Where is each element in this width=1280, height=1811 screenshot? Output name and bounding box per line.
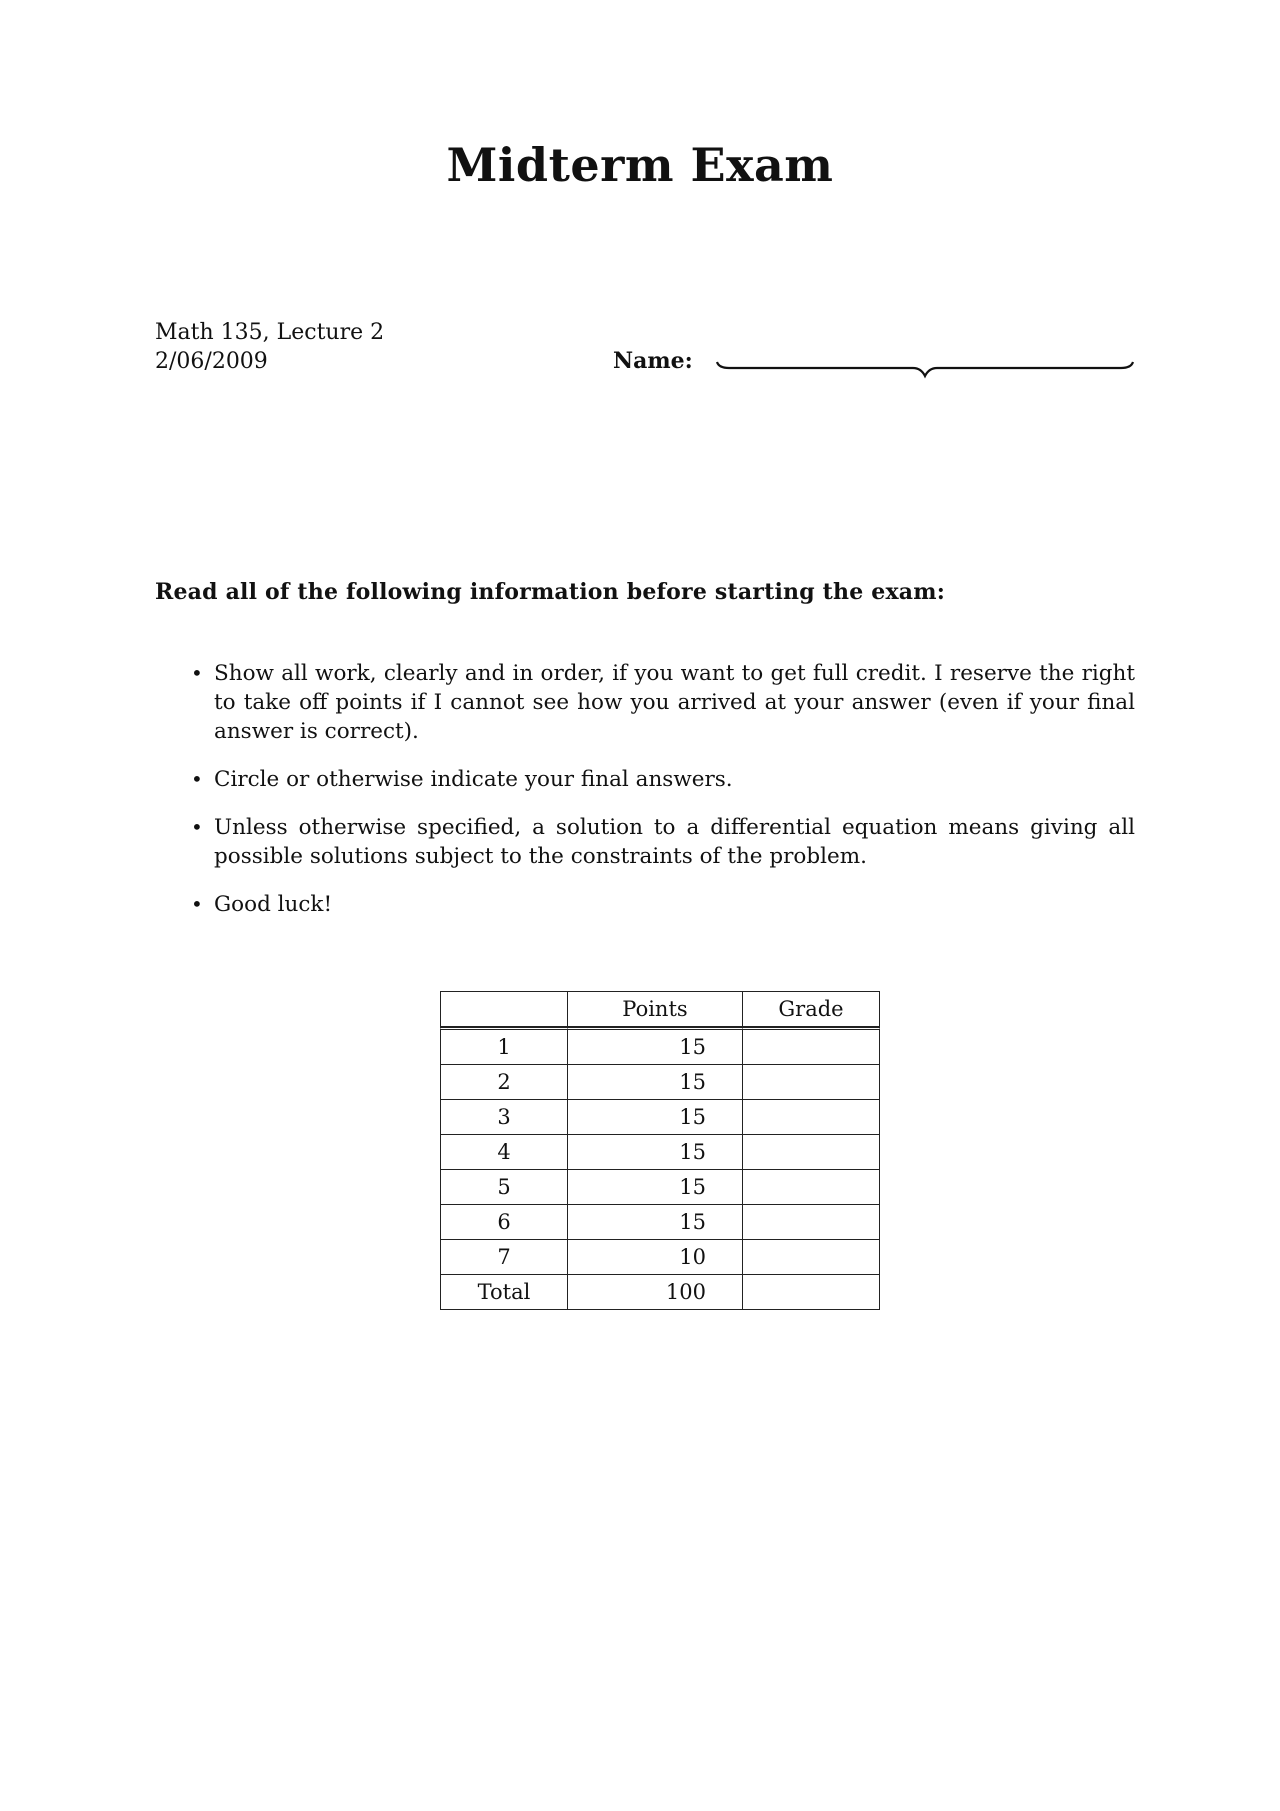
list-item: [187, 765, 1135, 794]
bullet-icon: •: [191, 892, 203, 916]
grade-cell[interactable]: [743, 1205, 880, 1240]
table-row: [440, 1240, 880, 1275]
list-item: [187, 890, 1135, 919]
points-cell: 15: [568, 1170, 743, 1205]
grade-cell[interactable]: [743, 1100, 880, 1135]
table-header-row: [440, 991, 880, 1027]
problem-cell: 7: [440, 1240, 568, 1275]
list-item: [187, 659, 1135, 746]
table-row: [440, 1065, 880, 1100]
instructions-heading: Read all of the following information before starting the exam:: [155, 579, 946, 605]
header-cell-points: Points: [568, 991, 743, 1027]
points-cell: 15: [568, 1065, 743, 1100]
name-field-underbrace[interactable]: [715, 360, 1135, 384]
exam-date: 2/06/2009: [155, 349, 268, 374]
list-item-text: Unless otherwise specified, a solution to a differential equation means giving all possible solutions subject to the constraints of the problem.: [214, 815, 1135, 869]
table-row-total: [440, 1275, 880, 1310]
table-row: [440, 1027, 880, 1065]
course-name: Math 135, Lecture 2: [155, 320, 385, 345]
points-cell: 15: [568, 1100, 743, 1135]
header-cell-grade: Grade: [743, 991, 880, 1027]
points-cell: 15: [568, 1205, 743, 1240]
table-row: [440, 1205, 880, 1240]
name-label: Name:: [613, 348, 693, 374]
problem-cell: 5: [440, 1170, 568, 1205]
list-item: [187, 813, 1135, 871]
grade-cell[interactable]: [743, 1135, 880, 1170]
list-item-text: Show all work, clearly and in order, if you want to get full credit. I reserve the right to take off points if I cannot see how you arrived at your answer (even if your final answer is correct).: [214, 661, 1135, 744]
grade-cell[interactable]: [743, 1240, 880, 1275]
table-row: [440, 1135, 880, 1170]
grade-cell[interactable]: [743, 1027, 880, 1065]
page-title: Midterm Exam: [446, 138, 834, 192]
total-grade-cell[interactable]: [743, 1275, 880, 1310]
course-info: [155, 318, 384, 376]
total-label-cell: Total: [440, 1275, 568, 1310]
problem-cell: 4: [440, 1135, 568, 1170]
score-table: [440, 991, 880, 1310]
header-cell-problem: [440, 991, 568, 1027]
table-row: [440, 1100, 880, 1135]
list-item-text: Good luck!: [214, 892, 333, 917]
points-cell: 10: [568, 1240, 743, 1275]
instructions-list: [187, 659, 1135, 938]
points-cell: 15: [568, 1027, 743, 1065]
total-points-cell: 100: [568, 1275, 743, 1310]
problem-cell: 2: [440, 1065, 568, 1100]
grade-cell[interactable]: [743, 1170, 880, 1205]
bullet-icon: •: [191, 661, 203, 685]
problem-cell: 1: [440, 1027, 568, 1065]
points-cell: 15: [568, 1135, 743, 1170]
problem-cell: 6: [440, 1205, 568, 1240]
table-row: [440, 1170, 880, 1205]
bullet-icon: •: [191, 767, 203, 791]
problem-cell: 3: [440, 1100, 568, 1135]
bullet-icon: •: [191, 815, 203, 839]
list-item-text: Circle or otherwise indicate your final answers.: [214, 767, 733, 792]
grade-cell[interactable]: [743, 1065, 880, 1100]
